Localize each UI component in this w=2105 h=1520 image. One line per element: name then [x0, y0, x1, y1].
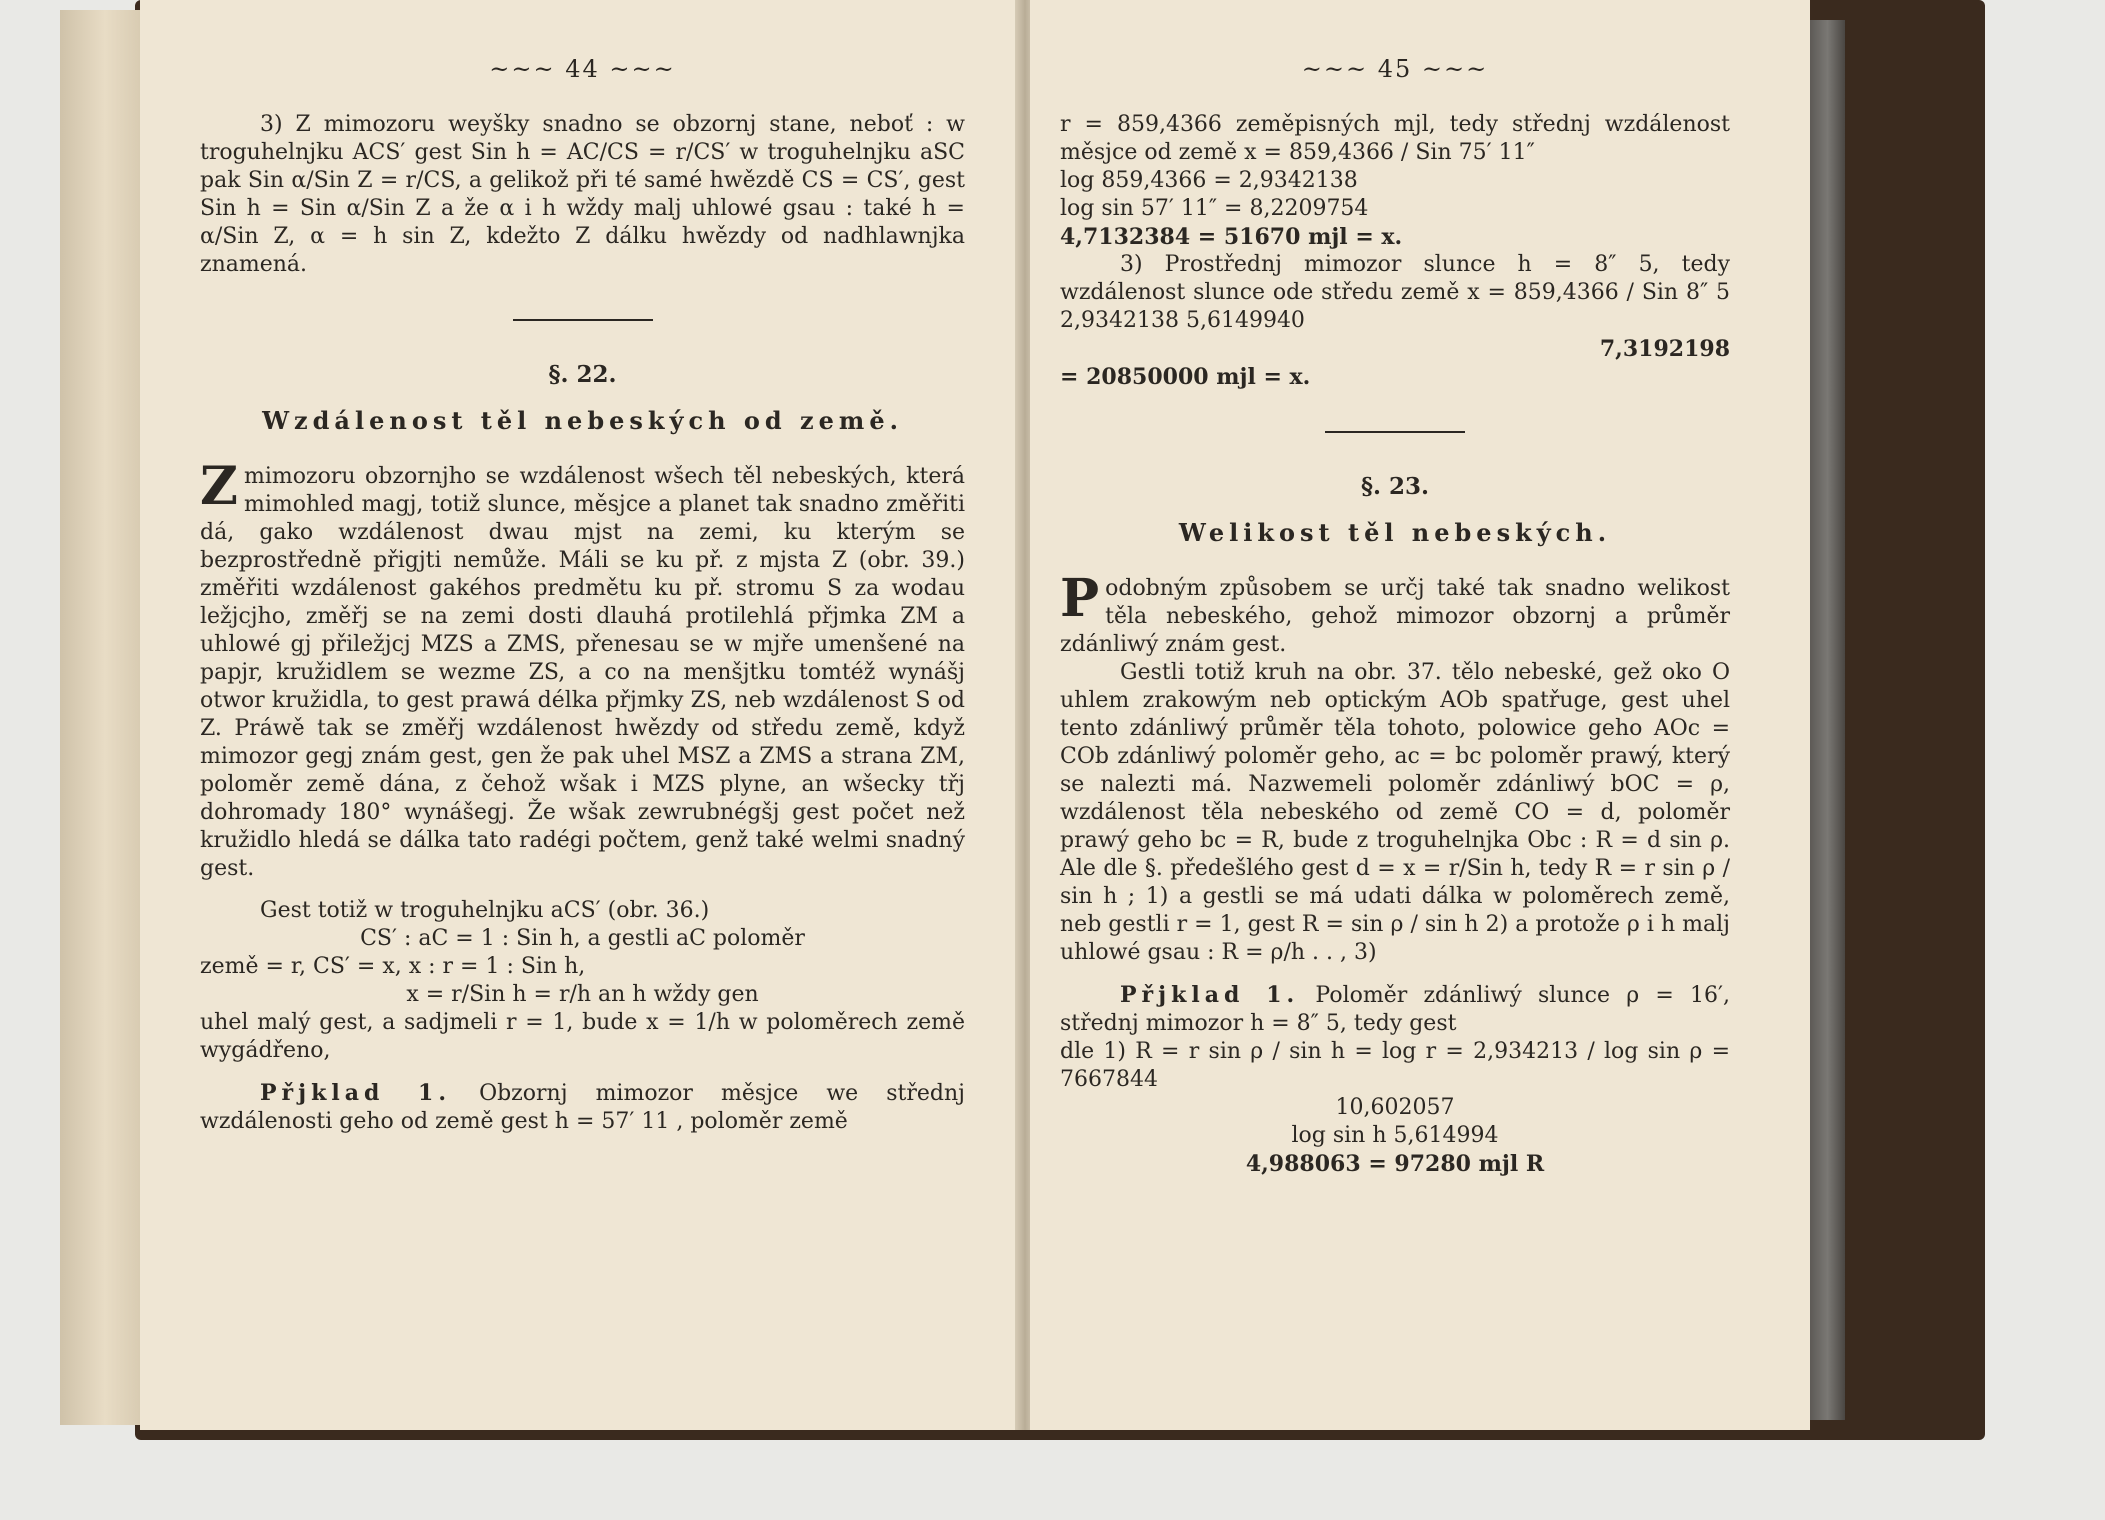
section-number: §. 22.: [548, 361, 617, 388]
page-edges-left: [60, 10, 150, 1425]
page-edges-right: [1810, 20, 1845, 1420]
calculation: = 20850000 mjl = x.: [1060, 364, 1311, 390]
paragraph: Gestli totiž kruh na obr. 37. tělo nebeské, gež oko O uhlem zrakowým neb optickým AOb spatřuge, gest uhel tento zdánliwý průměr těla tohoto, polowice geho AOc = COb zdánliwý poloměr geho, ac = bc poloměr prawý, který se nalezti má. Nazwemeli poloměr zdánliwý bOC = ρ, wzdálenost těla nebeského od země CO = d, poloměr prawý geho bc = R, bude z troguhelnjka Obc : R = d sin ρ. Ale dle §. předešlého gest d = x = r/Sin h, tedy R = r sin ρ / sin h ; 1) a gestli se má udati dálka w poloměrech země, neb gestli r = 1, gest R = sin ρ / sin h 2) a protože ρ i h malj uhlowé gsau : R = ρ/h . . , 3): [1060, 660, 1730, 965]
paragraph: 3) Prostřednj mimozor slunce h = 8″ 5, tedy wzdálenost slunce ode středu země x = 859,4366 / Sin 8″ 5 2,9342138 5,6149940: [1060, 252, 1730, 333]
example: Přjklad 1. Obzornj mimozor měsjce we střednj wzdálenosti geho od země gest h = 57′ 11 , poloměr země: [200, 1080, 965, 1134]
section-divider: [1325, 431, 1465, 433]
calculation: log 859,4366 = 2,9342138: [1060, 168, 1358, 193]
paragraph: r = 859,4366 zeměpisných mjl, tedy střednj wzdálenost měsjce od země x = 859,4366 / Sin 75′ 11″: [1060, 112, 1730, 165]
calculation: log sin h 5,614994: [1291, 1123, 1499, 1148]
left-page: [140, 0, 1025, 1430]
section-divider: [513, 319, 653, 321]
example: Přjklad 1. Poloměr zdánliwý slunce ρ = 16′, střednj mimozor h = 8″ 5, tedy gest: [1060, 982, 1730, 1036]
section-heading: Wzdálenost těl nebeských od země.: [262, 406, 903, 435]
page-number: ~~~ 44 ~~~: [489, 55, 676, 83]
section-number: §. 23.: [1360, 473, 1430, 500]
calculation: 7,3192198: [1599, 336, 1730, 362]
paragraph: Podobným způsobem se určj také tak snadno welikost těla nebeského, gehož mimozor obzornj a průměr zdánliwý znám gest.: [1060, 568, 1730, 657]
right-page: [1030, 0, 1810, 1430]
calculation: 10,602057: [1335, 1095, 1455, 1120]
calculation: 4,988063 = 97280 mjl R: [1245, 1151, 1545, 1177]
calculation: log sin 57′ 11″ = 8,2209754: [1060, 196, 1369, 221]
page-number: ~~~ 45 ~~~: [1301, 55, 1489, 83]
paragraph: Gest totiž w troguhelnjku aCS′ (obr. 36.): [260, 898, 710, 923]
paragraph: Zmimozoru obzornjho se wzdálenost wšech těl nebeských, která mimohled magj, totiž slunce, měsjce a planet tak snadno změřiti dá, gako wzdálenost dwau mjst na zemi, ku kterým se bezprostředně přigjti nemůže. Máli se ku př. z mjsta Z (obr. 39.) změřiti wzdálenost gakéhos predmětu ku př. stromu S za wodau ležjcjho, změřj se na zemi dosti dlauhá protilehlá přjmka ZM a uhlowé gj přiležjcj MZS a ZMS, přenesau se w mjře umenšené na papjr, kružidlem se wezme ZS, a co na menšjtku tomtéž wynášj otwor kružidla, to gest prawá délka přjmky ZS, neb wzdálenost S od Z. Práwě tak se změřj wzdálenost hwězdy od středu země, když mimozor gegj znám gest, gen že pak uhel MSZ a ZMS a strana ZM, poloměr země dána, z čehož wšak i MZS plyne, an wšecky třj dohromady 180° wynášegj. Že wšak zewrubnégšj gest počet než kružidlo hledá se dálka tato radégi počtem, genž také welmi snadný gest.: [200, 456, 965, 881]
calculation: dle 1) R = r sin ρ / sin h = log r = 2,934213 / log sin ρ = 7667844: [1060, 1039, 1730, 1092]
calculation: 4,7132384 = 51670 mjl = x.: [1060, 224, 1403, 250]
equation: CS′ : aC = 1 : Sin h, a gestli aC poloměr: [360, 926, 805, 951]
paragraph: uhel malý gest, a sadjmeli r = 1, bude x = 1/h w poloměrech země wygádřeno,: [200, 1010, 965, 1063]
drop-cap: P: [1060, 568, 1100, 629]
section-heading: Welikost těl nebeských.: [1178, 518, 1612, 547]
equation: x = r/Sin h = r/h an h wždy gen: [406, 982, 759, 1007]
drop-cap: Z: [200, 456, 238, 517]
equation: země = r, CS′ = x, x : r = 1 : Sin h,: [200, 954, 586, 979]
paragraph: 3) Z mimozoru weyšky snadno se obzornj stane, neboť : w troguhelnjku ACS′ gest Sin h = AC/CS = r/CS′ w troguhelnjku aSC pak Sin α/Sin Z = r/CS, a gelikož při té samé hwězdě CS = CS′, gest Sin h = Sin α/Sin Z a že α i h wždy malj uhlowé gsau : také h = α/Sin Z, α = h sin Z, kdežto Z dálku hwězdy od nadhlawnjka znamená.: [200, 112, 965, 277]
